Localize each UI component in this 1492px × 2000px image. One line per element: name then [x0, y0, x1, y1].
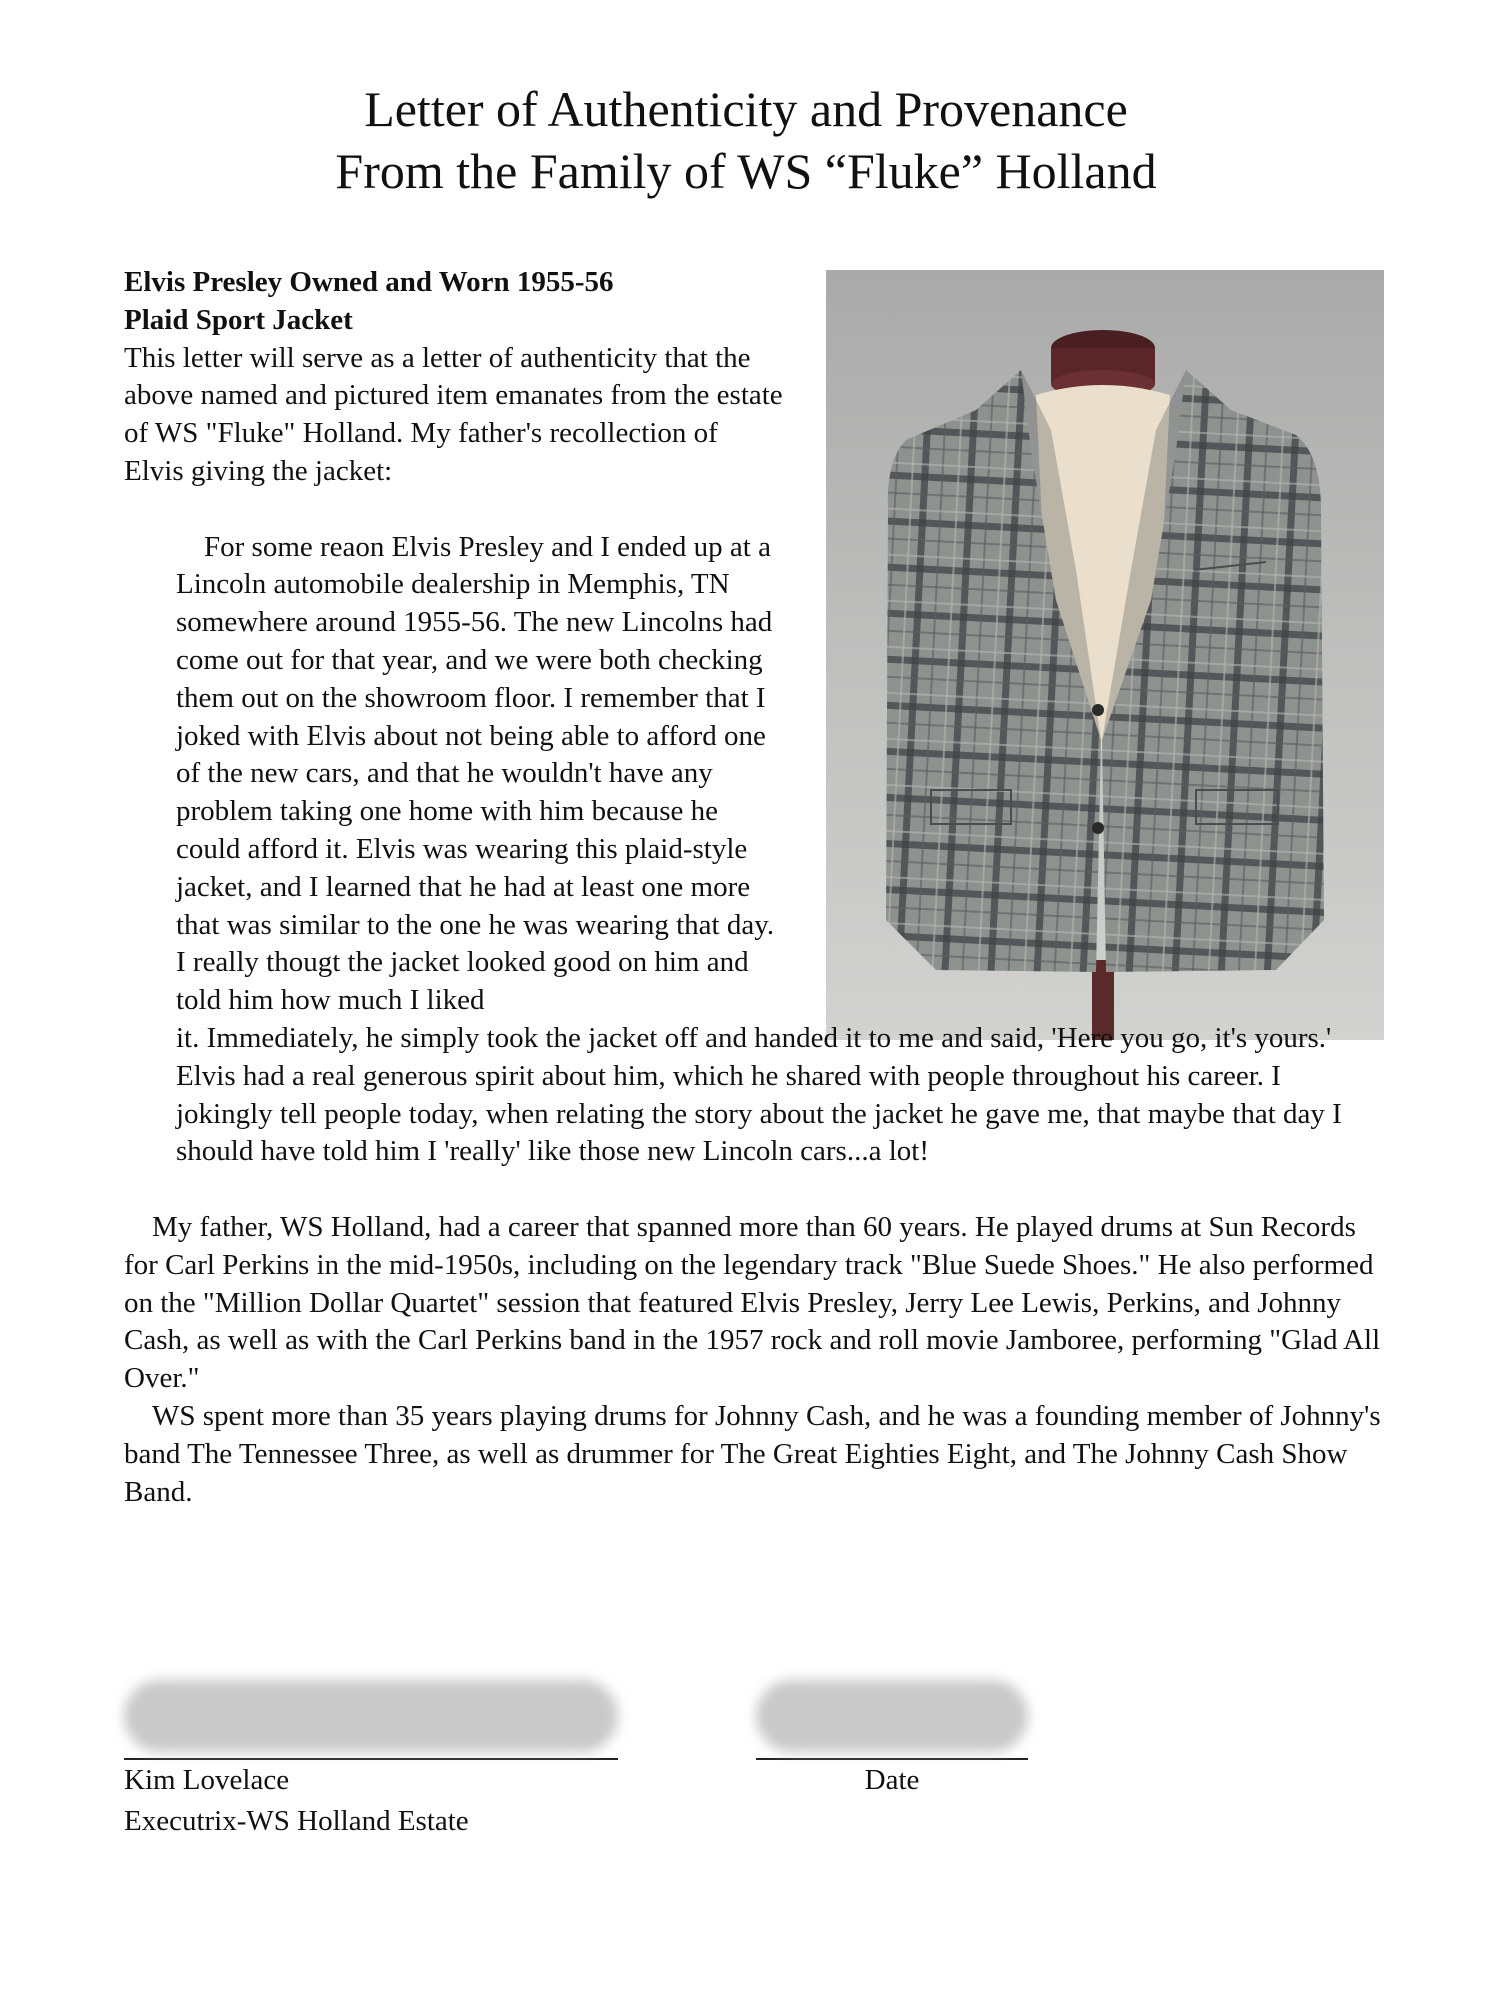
- letter-body: [124, 264, 1384, 1511]
- signer-name: Kim Lovelace: [124, 1764, 290, 1796]
- signature-block: [124, 1680, 618, 1842]
- letter-title: [0, 78, 1492, 202]
- quote-part-1: For some reaon Elvis Presley and I ended up at a Lincoln automobile dealership in Memphis, TN somewhere around 1955-56. The new Lincolns had come out for that year, and we were both checking them out on the showroom floor. I remember that I joked with Elvis about not being able to afford one of the new cars, and that he wouldn't have any problem taking one home with him because he could afford it. Elvis was wearing this plaid-style jacket, and I learned that he had at least one more that was similar to the one he was wearing that day. I really thougt the jacket looked good on him and told him how much I liked: [176, 530, 775, 1017]
- recollection-quote: [176, 529, 1384, 1172]
- signer-role: Executrix-WS Holland Estate: [124, 1805, 469, 1837]
- intro-block: [124, 264, 784, 491]
- intro-paragraph: This letter will serve as a letter of authenticity that the above named and pictured item emanates from the estate of WS "Fluke" Holland. My father's recollection of Elvis giving the jacket:: [124, 341, 783, 487]
- item-heading-line-1: Elvis Presley Owned and Worn 1955-56: [124, 266, 614, 298]
- date-label: Date: [864, 1764, 920, 1796]
- item-heading: [124, 264, 784, 340]
- redacted-date: [756, 1680, 1028, 1752]
- career-paragraph: My father, WS Holland, had a career that spanned more than 60 years. He played drums at Sun Records for Carl Perkins in the mid-1950s, including on the legendary track "Blue Suede Shoes." He also performed on the "Million Dollar Quartet" session that featured Elvis Presley, Jerry Lee Lewis, Perkins, and Johnny Cash, as well as with the Carl Perkins band in the 1957 rock and roll movie Jamboree, performing "Glad All Over.": [124, 1210, 1381, 1395]
- title-line-1: Letter of Authenticity and Provenance: [364, 81, 1128, 137]
- title-line-2: From the Family of WS “Fluke” Holland: [335, 143, 1157, 199]
- redacted-signature: [124, 1680, 618, 1752]
- quote-part-2: it. Immediately, he simply took the jacket off and handed it to me and said, 'Here you go, it's yours.' Elvis had a real generous spirit about him, which he shared with people throughout his career. I jokingly tell people today, when relating the story about the jacket he gave me, that maybe that day I should have told him I 'really' like those new Lincoln cars...a lot!: [176, 1021, 1342, 1168]
- cash-paragraph: WS spent more than 35 years playing drums for Johnny Cash, and he was a founding member of Johnny's band The Tennessee Three, as well as drummer for The Great Eighties Eight, and The Johnny Cash Show Band.: [124, 1399, 1381, 1508]
- item-heading-line-2: Plaid Sport Jacket: [124, 303, 353, 336]
- date-block: [756, 1680, 1028, 1801]
